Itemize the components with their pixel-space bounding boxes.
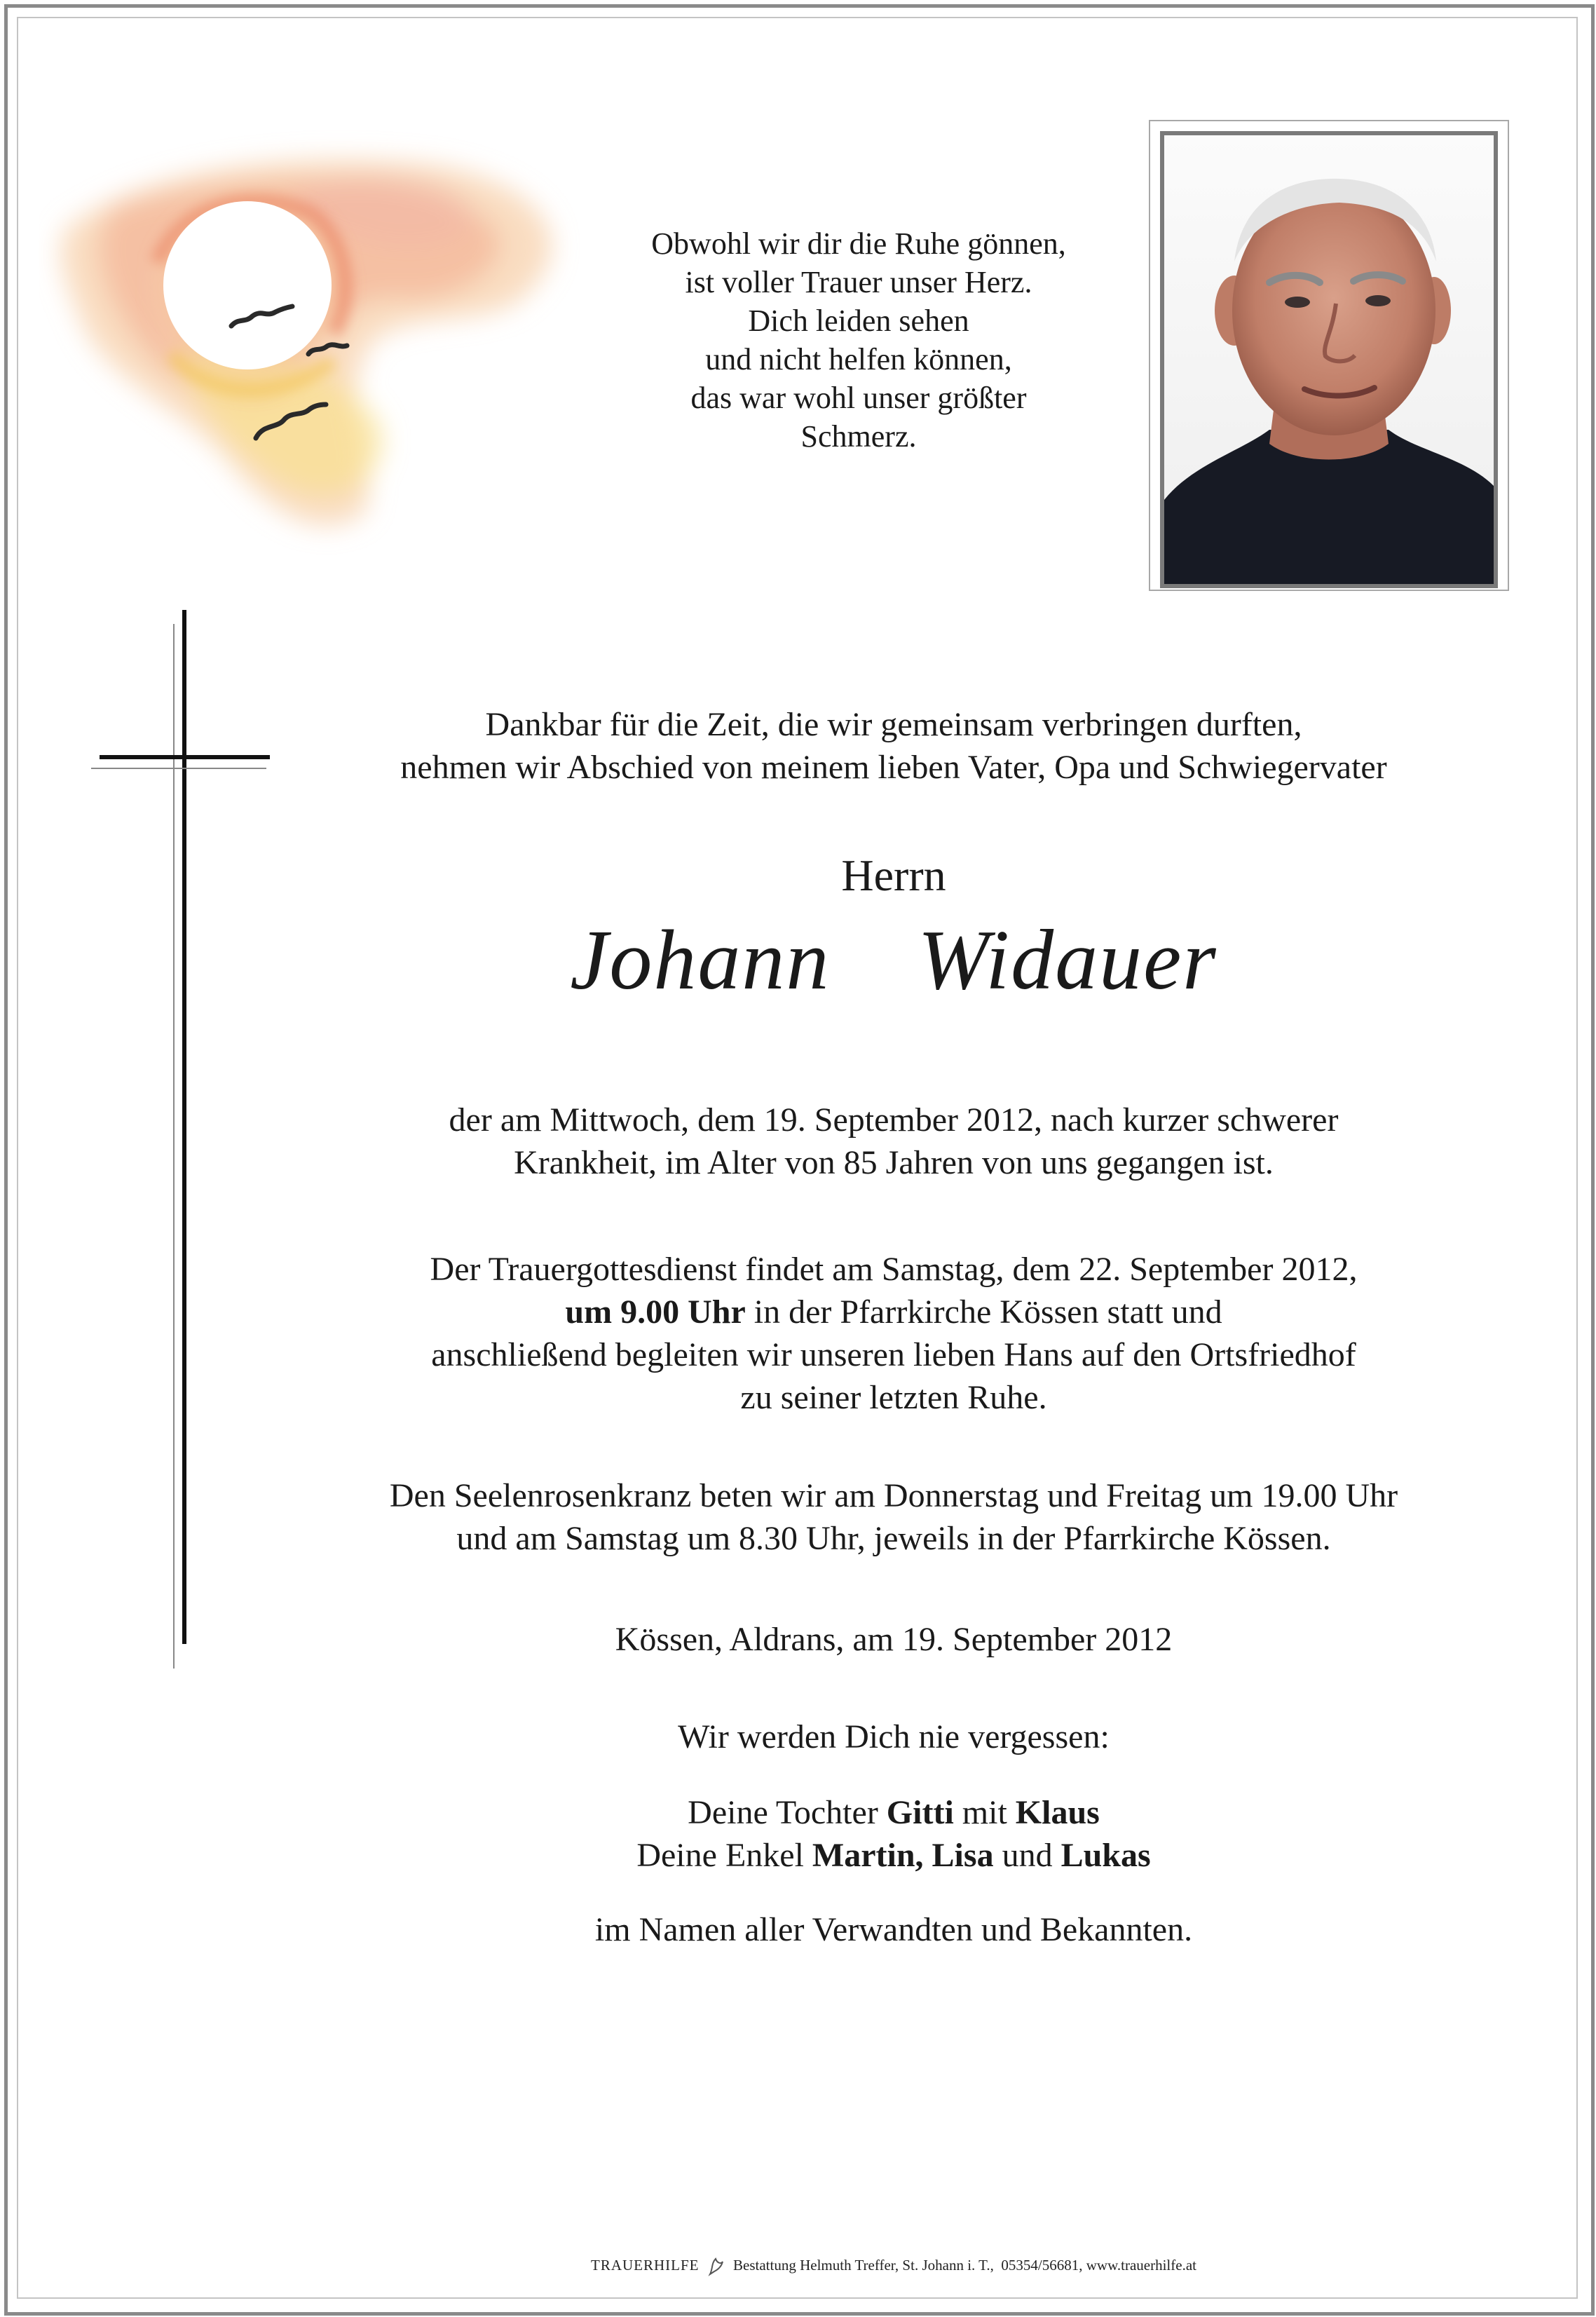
funeral-line: Der Trauergottesdienst findet am Samstag, dem 22. September 2012,: [430, 1251, 1358, 1288]
salutation: Herrn: [841, 850, 946, 900]
poem-line: ist voller Trauer unser Herz.: [685, 265, 1032, 299]
mourner-line: [210, 1791, 1577, 1834]
mourner-name: Klaus: [1015, 1794, 1100, 1831]
mourner-name: Lukas: [1060, 1837, 1151, 1874]
poem-line: und nicht helfen können,: [705, 342, 1012, 376]
mourner-connector: und: [993, 1837, 1061, 1874]
mourner-name: Martin, Lisa: [812, 1837, 994, 1874]
poem-line: Dich leiden sehen: [748, 304, 969, 338]
mourner-line: [210, 1834, 1577, 1877]
funeral-line: [210, 1291, 1577, 1333]
death-notice: [210, 1099, 1577, 1184]
death-notice-line: Krankheit, im Alter von 85 Jahren von uns gegangen ist.: [514, 1144, 1274, 1181]
dove-icon: [707, 2256, 725, 2277]
mourner-connector: mit: [953, 1794, 1016, 1831]
mourner-prefix: Deine Enkel: [636, 1837, 812, 1874]
poem: [582, 224, 1135, 456]
funeral-line: zu seiner letzten Ruhe.: [740, 1379, 1047, 1416]
footer-brand: TRAUERHILFE: [591, 2256, 700, 2274]
mourners: [210, 1791, 1577, 1877]
rosary-line: und am Samstag um 8.30 Uhr, jeweils in der Pfarrkirche Kössen.: [456, 1520, 1331, 1557]
deceased-name: Johann Widauer: [570, 913, 1218, 1007]
portrait-frame: [1149, 120, 1509, 591]
intro: [210, 703, 1577, 789]
farewell: Wir werden Dich nie vergessen:: [678, 1718, 1110, 1755]
poem-line: das war wohl unser größter: [690, 381, 1027, 415]
intro-line: Dankbar für die Zeit, die wir gemeinsam verbringen durften,: [485, 706, 1302, 743]
poem-line: Schmerz.: [800, 419, 917, 454]
funeral-line: anschließend begleiten wir unseren lieben Hans auf den Ortsfriedhof: [431, 1336, 1356, 1373]
rosary-info: [210, 1474, 1577, 1560]
place-date: Kössen, Aldrans, am 19. September 2012: [615, 1621, 1173, 1658]
footer-text: Bestattung Helmuth Treffer, St. Johann i. T., 05354/56681, www.trauerhilfe.at: [733, 2256, 1196, 2274]
mourner-prefix: Deine Tochter: [688, 1794, 887, 1831]
death-notice-line: der am Mittwoch, dem 19. September 2012, nach kurzer schwerer: [449, 1101, 1339, 1139]
funeral-location: in der Pfarrkirche Kössen statt und: [745, 1293, 1222, 1331]
funeral-info: [210, 1248, 1577, 1419]
intro-line: nehmen wir Abschied von meinem lieben Vater, Opa und Schwiegervater: [400, 749, 1387, 786]
poem-line: Obwohl wir dir die Ruhe gönnen,: [651, 226, 1066, 261]
closing: im Namen aller Verwandten und Bekannten.: [594, 1911, 1193, 1948]
funeral-time: um 9.00 Uhr: [565, 1293, 746, 1331]
rosary-line: Den Seelenrosenkranz beten wir am Donnerstag und Freitag um 19.00 Uhr: [389, 1477, 1398, 1514]
mourner-name: Gitti: [886, 1794, 954, 1831]
portrait-photo: [1160, 131, 1498, 588]
footer: [210, 2256, 1577, 2277]
